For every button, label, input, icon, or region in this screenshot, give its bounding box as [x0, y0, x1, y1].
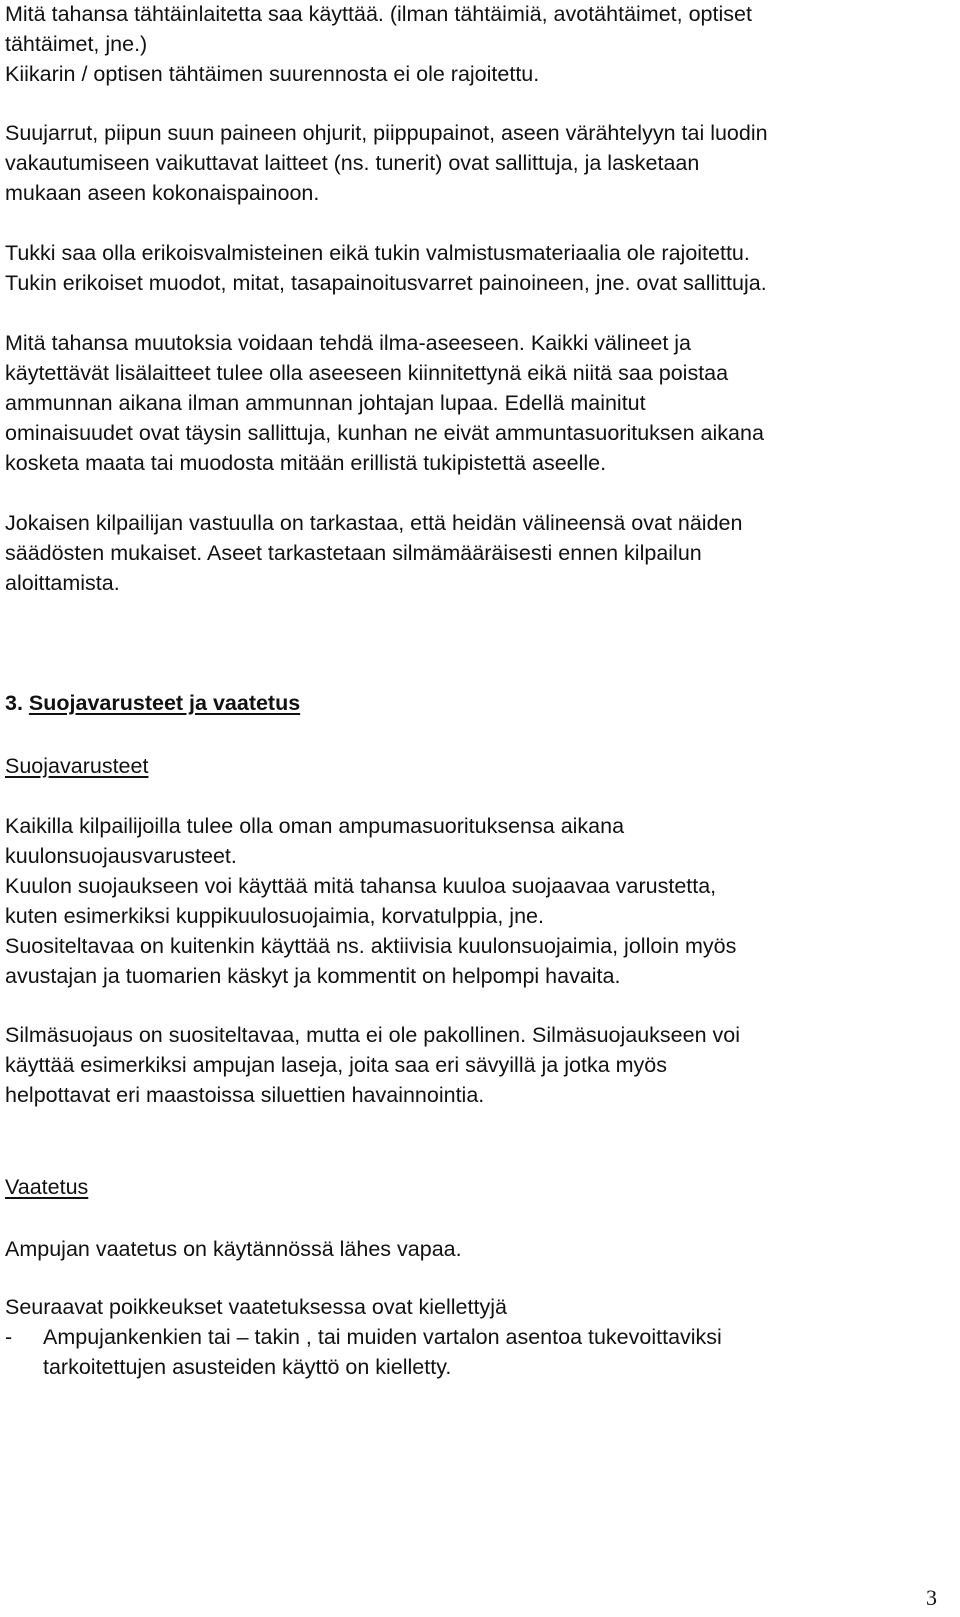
text-line: Suositeltavaa on kuitenkin käyttää ns. aktiivisia kuulonsuojaimia, jolloin myös — [5, 934, 737, 958]
text-line: Kuulon suojaukseen voi käyttää mitä tahansa kuuloa suojaavaa varustetta, — [5, 874, 717, 898]
text-line: mukaan aseen kokonaispainoon. — [5, 181, 320, 205]
paragraph-muzzle-devices — [5, 118, 945, 208]
subheading-suojavarusteet — [5, 751, 945, 781]
text-line: Silmäsuojaus on suositeltavaa, mutta ei ole pakollinen. Silmäsuojaukseen voi — [5, 1023, 740, 1047]
text-line: Ampujan vaatetus on käytännössä lähes vapaa. — [5, 1237, 462, 1261]
text-line: kosketa maata tai muodosta mitään erillistä tukipistettä aseelle. — [5, 451, 607, 475]
text-line: tähtäimet, jne.) — [5, 32, 148, 56]
subheading-text: Suojavarusteet — [5, 754, 149, 778]
subheading-vaatetus — [5, 1172, 945, 1202]
text-line: käyttää esimerkiksi ampujan laseja, joita saa eri sävyillä ja jotka myös — [5, 1053, 667, 1077]
paragraph-air-gun-modifications — [5, 328, 945, 478]
text-line: Jokaisen kilpailijan vastuulla on tarkastaa, että heidän välineensä ovat näiden — [5, 511, 743, 535]
section-title: Suojavarusteet ja vaatetus — [28, 691, 301, 715]
text-line: vakautumiseen vaikuttavat laitteet (ns. tunerit) ovat sallittuja, ja lasketaan — [5, 151, 700, 175]
text-line: säädösten mukaiset. Aseet tarkastetaan silmämääräisesti ennen kilpailun — [5, 541, 702, 565]
text-line: aloittamista. — [5, 571, 120, 595]
text-line: ominaisuudet ovat täysin sallittuja, kunhan ne eivät ammuntasuorituksen aikana — [5, 421, 764, 445]
section-number: 3. — [5, 691, 23, 715]
paragraph-clothing-exceptions — [5, 1292, 945, 1382]
page-number: 3 — [926, 1585, 937, 1610]
subheading-text: Vaatetus — [5, 1175, 89, 1199]
section-heading — [5, 688, 945, 718]
list-item — [5, 1322, 945, 1352]
text-line: avustajan ja tuomarien käskyt ja kommentit on helpompi havaita. — [5, 964, 621, 988]
paragraph-hearing-protection — [5, 811, 945, 991]
text-line: Kiikarin / optisen tähtäimen suurennosta ei ole rajoitettu. — [5, 62, 540, 86]
text-line: Tukin erikoiset muodot, mitat, tasapainoitusvarret painoineen, jne. ovat sallittuja. — [5, 271, 767, 295]
text-line: Kaikilla kilpailijoilla tulee olla oman ampumasuorituksensa aikana — [5, 814, 625, 838]
text-line: Mitä tahansa muutoksia voidaan tehdä ilma-aseeseen. Kaikki välineet ja — [5, 331, 692, 355]
text-line: Suujarrut, piipun suun paineen ohjurit, piippupainot, aseen värähtelyyn tai luodin — [5, 121, 768, 145]
paragraph-eye-protection — [5, 1020, 945, 1110]
paragraph-sights — [5, 0, 945, 89]
text-line: Seuraavat poikkeukset vaatetuksessa ovat kiellettyjä — [5, 1295, 507, 1319]
paragraph-stock — [5, 238, 945, 298]
text-line: kuten esimerkiksi kuppikuulosuojaimia, korvatulppia, jne. — [5, 904, 544, 928]
text-line: käytettävät lisälaitteet tulee olla aseeseen kiinnitettynä eikä niitä saa poistaa — [5, 361, 729, 385]
text-line: tarkoitettujen asusteiden käyttö on kielletty. — [43, 1355, 452, 1379]
text-line: kuulonsuojausvarusteet. — [5, 844, 237, 868]
list-dash: - — [5, 1325, 13, 1349]
text-line: helpottavat eri maastoissa siluettien havainnointia. — [5, 1083, 485, 1107]
text-line: ammunnan aikana ilman ammunnan johtajan lupaa. Edellä mainitut — [5, 391, 646, 415]
text-line: Tukki saa olla erikoisvalmisteinen eikä tukin valmistusmateriaalia ole rajoitettu. — [5, 241, 750, 265]
text-line: Mitä tahansa tähtäinlaitetta saa käyttää. (ilman tähtäimiä, avotähtäimet, optiset — [5, 2, 752, 26]
paragraph-clothing-free — [5, 1234, 945, 1264]
paragraph-competitor-responsibility — [5, 508, 945, 598]
text-line: Ampujankenkien tai – takin , tai muiden vartalon asentoa tukevoittaviksi — [43, 1325, 722, 1349]
